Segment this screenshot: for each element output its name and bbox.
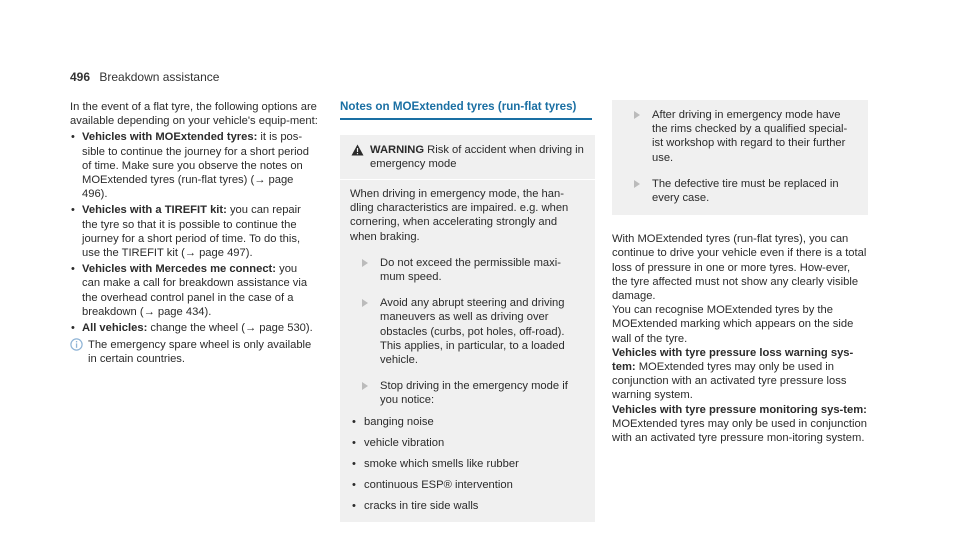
arrow-icon <box>362 299 368 307</box>
section-heading: Notes on MOExtended tyres (run-flat tyres) <box>340 100 577 113</box>
instruction-step <box>350 379 585 407</box>
paragraph-title: Vehicles with tyre pressure loss warning sys-tem: <box>612 346 854 374</box>
note-text: The emergency spare wheel is only available in certain countries. <box>88 339 312 366</box>
section-title: Breakdown assistance <box>99 70 220 84</box>
step-text: Avoid any abrupt steering and driving maneuvers as well as driving over obstacles (curbs, pot holes, off-road). This applies, in particular, to a loaded vehicle. <box>380 297 565 366</box>
warning-box-continued <box>612 100 868 215</box>
paragraph: With MOExtended tyres (run-flat tyres), you can continue to drive your vehicle even if there is a total loss of pressure in one or more tyres. How-ever, the tyre affected must not show any clearly visible damage. <box>612 233 867 303</box>
list-item-title: Vehicles with Mercedes me connect: <box>82 263 276 276</box>
warning-label: WARNING <box>370 143 425 156</box>
symptom-item: • vehicle vibration <box>350 436 585 450</box>
step-text: After driving in emergency mode have the rims checked by a qualified special-ist workshop with regard to their further use. <box>652 109 848 164</box>
warning-box <box>340 135 595 522</box>
paragraph <box>612 346 868 403</box>
paragraph <box>612 403 868 446</box>
instruction-step <box>622 177 858 205</box>
warning-intro: When driving in emergency mode, the han-dling characteristics are impaired. e.g. when cornering, when accelerating strongly and when braking. <box>350 187 569 243</box>
page-header <box>70 70 219 84</box>
warning-icon <box>351 144 364 160</box>
list-item-text: change the wheel (→ page 530). <box>147 322 313 335</box>
list-item-text: you can repair the tyre so that it is possible to continue the journey for a short period of time. To do this, use the TIREFIT kit (→ page 497). <box>82 204 301 260</box>
info-icon <box>70 338 83 355</box>
column-1 <box>70 100 318 367</box>
step-text: Do not exceed the permissible maxi-mum speed. <box>380 256 561 283</box>
list-item <box>70 203 318 260</box>
column-2 <box>340 100 595 522</box>
list-item <box>70 130 318 201</box>
paragraph-text: MOExtended tyres may only be used in conjunction with an activated tyre pressure mon-itoring system. <box>612 417 867 445</box>
warning-title: Risk of accident when driving in emergency mode <box>370 143 584 170</box>
list-item-title: All vehicles: <box>82 322 148 335</box>
intro-text: In the event of a flat tyre, the following options are available depending on your vehicle's equip-ment: <box>70 101 318 128</box>
symptom-item: • banging noise <box>350 415 585 429</box>
page-number: 496 <box>70 70 91 84</box>
step-text: The defective tire must be replaced in every case. <box>652 177 839 205</box>
symptom-item: • smoke which smells like rubber <box>350 457 585 471</box>
instruction-step <box>350 256 585 284</box>
arrow-icon <box>362 259 368 267</box>
instruction-step <box>622 108 858 165</box>
list-item-title: Vehicles with MOExtended tyres: <box>82 131 258 144</box>
warning-body <box>340 180 595 522</box>
list-item-text: you can make a call for breakdown assistance via the overhead control panel in the case of a breakdown (→ page 434). <box>82 263 308 318</box>
symptom-item: • cracks in tire side walls <box>350 499 585 513</box>
paragraph: You can recognise MOExtended tyres by the MOExtended marking which appears on the side wall of the tyre. <box>612 304 854 345</box>
arrow-icon <box>634 111 640 119</box>
heading-rule <box>340 118 592 120</box>
info-note <box>70 338 318 366</box>
instruction-step <box>350 296 585 367</box>
paragraph-title: Vehicles with tyre pressure monitoring sys-tem: <box>612 403 867 416</box>
list-item <box>70 262 318 319</box>
arrow-icon <box>362 382 368 390</box>
list-item-title: Vehicles with a TIREFIT kit: <box>82 204 227 217</box>
symptom-item: • continuous ESP® intervention <box>350 478 585 492</box>
column-3 <box>612 100 868 445</box>
step-text: Stop driving in the emergency mode if you notice: <box>380 380 568 407</box>
arrow-icon <box>634 180 640 188</box>
paragraph-text: MOExtended tyres may only be used in conjunction with an activated tyre pressure loss warning system. <box>612 361 847 402</box>
list-item-text: it is pos-sible to continue the journey for a short period of time. Make sure you observe the notes on MOExtended tyres (run-flat tyres) (→ page 496). <box>82 131 309 201</box>
list-item <box>70 321 318 335</box>
warning-header <box>340 135 595 180</box>
